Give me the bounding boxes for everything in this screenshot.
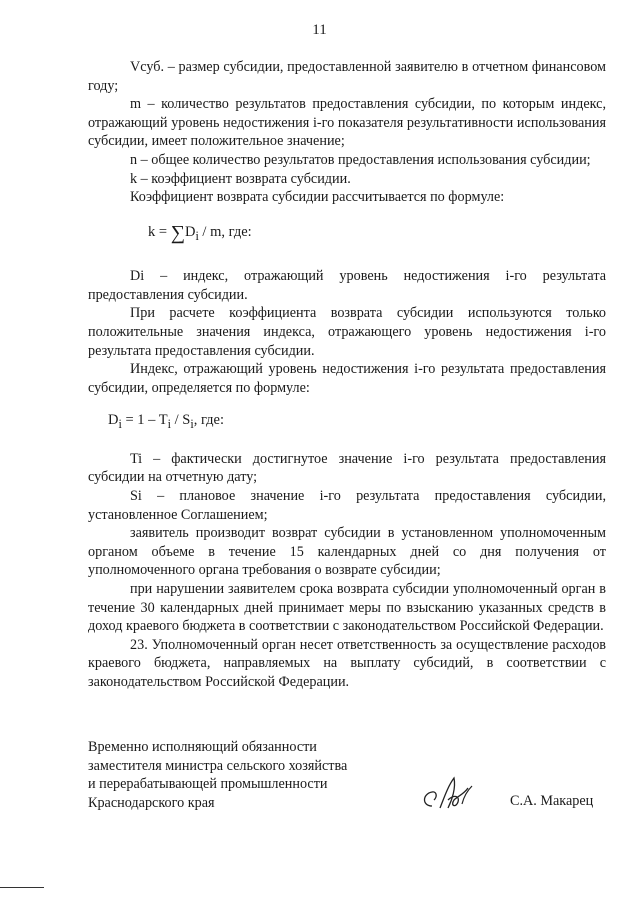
paragraph-di-formula-intro: Индекс, отражающий уровень недостижения i-го результата предоставления субсидии, определяется по формуле: <box>88 361 606 396</box>
footer-rule <box>0 887 44 888</box>
page-number: 11 <box>312 22 327 38</box>
paragraph-v-sub: Vсуб. – размер субсидии, предоставленной заявителю в отчетном финансовом году; <box>88 59 606 94</box>
paragraph-positive-values: При расчете коэффициента возврата субсидии используются только положительные значения индекса, отражающего уровень недостижения i-го результата предоставления субсидии. <box>88 305 606 359</box>
paragraph-violation: при нарушении заявителем срока возврата субсидии уполномоченный орган в течение 30 календарных дней принимает меры по взысканию указанных средств в доход краевого бюджета в соответствии с законодательством Российской Федерации. <box>88 581 606 635</box>
paragraph-m: m – количество результатов предоставления субсидии, по которым индекс, отражающий уровень недостижения i-го показателя результативности использования субсидии, имеет положительное значение; <box>88 96 606 150</box>
paragraph-n: n – общее количество результатов предоставления использования субсидии; <box>130 151 591 168</box>
formula-di: $D_i = 1 - T_i / S_i$, где: <box>108 412 225 432</box>
signatory-line: Временно исполняющий обязанности <box>88 739 317 755</box>
paragraph-refund: заявитель производит возврат субсидии в установленном уполномоченным органом объеме в течение 15 календарных дней со дня получения от уполномоченного органа требования о возврате субсидии; <box>88 525 606 579</box>
formula-k: $k = \sum D_i / m$, где: <box>148 221 252 244</box>
signatory-line: и перерабатывающей промышленности <box>88 776 328 793</box>
paragraph-23: 23. Уполномоченный орган несет ответственность за осуществление расходов краевого бюджета, направляемых на выплату субсидий, в соответствии с законодательством Российской Федерации. <box>88 636 606 690</box>
signatory-line: Краснодарского края <box>88 794 215 811</box>
handwritten-signature <box>418 770 488 820</box>
paragraph-k: k – коэффициент возврата субсидии. <box>130 170 351 187</box>
paragraph-k-formula-intro: Коэффициент возврата субсидии рассчитывается по формуле: <box>130 189 505 206</box>
paragraph-ti: Ti – фактически достигнутое значение i-го результата предоставления субсидии на отчетную дату; <box>88 450 606 486</box>
signer-name: С.А. Макарец <box>510 793 594 809</box>
paragraph-si: Si – плановое значение i-го результата предоставления субсидии, установленное Соглашением; <box>88 488 606 523</box>
signatory-line: заместителя министра сельского хозяйства <box>88 757 348 774</box>
signatory-title <box>88 738 388 812</box>
document-body <box>88 58 606 692</box>
paragraph-di: Di – индекс, отражающий уровень недостижения i-го результата предоставления субсидии. <box>88 268 606 303</box>
